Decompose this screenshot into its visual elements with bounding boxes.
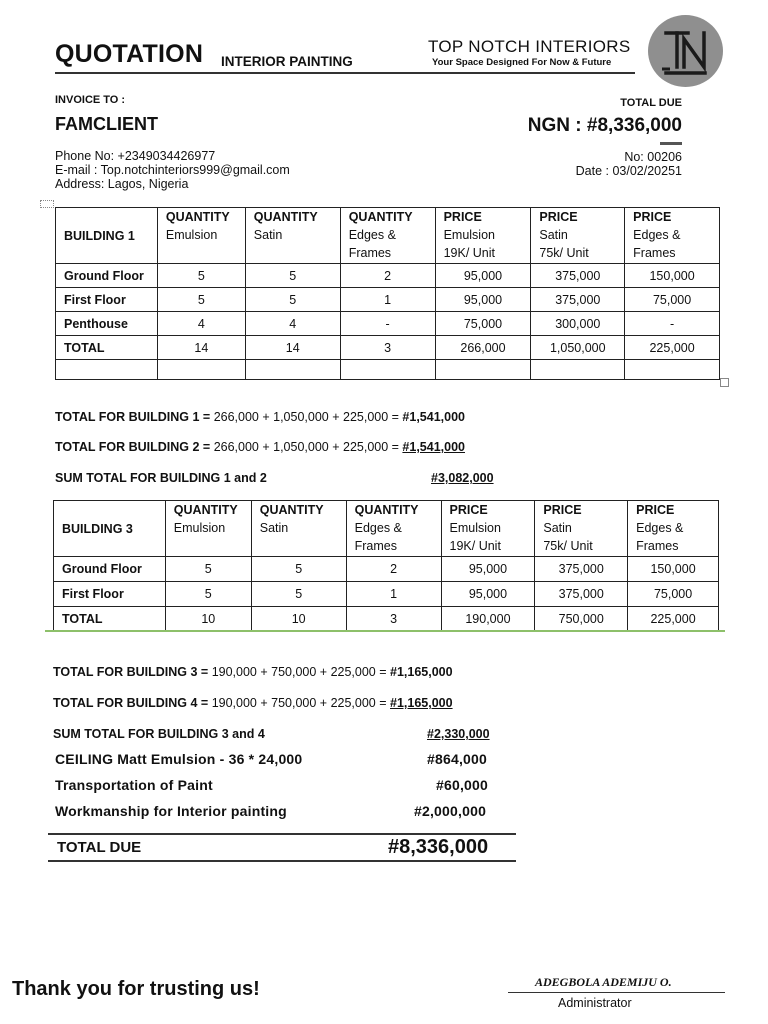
table-cell: 225,000 xyxy=(628,607,719,631)
table-cell xyxy=(157,360,245,380)
table-cell: 10 xyxy=(251,607,346,631)
document-subtitle: INTERIOR PAINTING xyxy=(221,54,353,69)
header-top: QUANTITY xyxy=(348,210,413,224)
table-cell: 375,000 xyxy=(531,288,625,312)
table-cell: 10 xyxy=(165,607,251,631)
table-cell: 2 xyxy=(346,557,441,582)
header-top: PRICE xyxy=(633,210,672,224)
table-header-cell xyxy=(625,208,720,264)
company-logo xyxy=(648,15,723,87)
table-cell: 5 xyxy=(165,582,251,607)
table-cell: 190,000 xyxy=(441,607,535,631)
row-label: First Floor xyxy=(56,288,158,312)
header-bottom: 19K/ Unit xyxy=(443,246,495,260)
table-header-cell xyxy=(251,501,346,557)
table-row xyxy=(56,264,720,288)
table-cell: 5 xyxy=(245,288,340,312)
building-3-table xyxy=(53,500,719,631)
transport-item-label: Transportation of Paint xyxy=(55,777,213,793)
row-label: TOTAL xyxy=(54,607,166,631)
table-cell: 14 xyxy=(245,336,340,360)
table-cell: 1 xyxy=(346,582,441,607)
ceiling-item-label: CEILING Matt Emulsion - 36 * 24,000 xyxy=(55,751,303,767)
row-label: First Floor xyxy=(54,582,166,607)
sum-label: TOTAL FOR BUILDING 4 = xyxy=(53,696,212,710)
total-due-label: TOTAL DUE xyxy=(620,97,682,109)
thank-you-message: Thank you for trusting us! xyxy=(12,978,260,1000)
table-cell xyxy=(435,360,531,380)
sum-label: TOTAL FOR BUILDING 1 = xyxy=(55,410,214,424)
table-cell: 225,000 xyxy=(625,336,720,360)
table-cell: 5 xyxy=(245,264,340,288)
table-header-cell xyxy=(157,208,245,264)
building-1-total xyxy=(55,410,465,424)
table-cell xyxy=(56,360,158,380)
quotation-date: Date : 03/02/20251 xyxy=(575,164,682,178)
signature-line xyxy=(508,992,725,993)
client-name: FAMCLIENT xyxy=(55,114,158,134)
table-cell: 95,000 xyxy=(441,582,535,607)
building-2-total xyxy=(55,440,465,454)
table-header-cell xyxy=(346,501,441,557)
table-cell: 14 xyxy=(157,336,245,360)
header-mid: Emulsion xyxy=(443,228,495,242)
header-mid: Satin xyxy=(539,228,568,242)
table-cell: 300,000 xyxy=(531,312,625,336)
signatory-role: Administrator xyxy=(558,996,632,1010)
header-bottom: Emulsion xyxy=(165,228,218,242)
header-mid: Edges & xyxy=(354,521,402,535)
header-top: PRICE xyxy=(449,503,488,517)
header-top: QUANTITY xyxy=(253,210,318,224)
header-top: PRICE xyxy=(443,210,482,224)
table-cell xyxy=(340,360,435,380)
header-bottom: 75k/ Unit xyxy=(539,246,589,260)
company-name: TOP NOTCH INTERIORS xyxy=(428,37,631,56)
table-cell: - xyxy=(625,312,720,336)
header-bottom: Frames xyxy=(348,246,392,260)
header-top: QUANTITY xyxy=(354,503,419,517)
header-top: PRICE xyxy=(543,503,582,517)
table-cell: 95,000 xyxy=(435,264,531,288)
client-email: E-mail : Top.notchinteriors999@gmail.com xyxy=(55,163,290,177)
table-cell: 75,000 xyxy=(625,288,720,312)
table-cell: 375,000 xyxy=(535,557,628,582)
table-header-row xyxy=(56,208,720,264)
sum-total-1-2-label: SUM TOTAL FOR BUILDING 1 and 2 xyxy=(55,471,267,485)
table-cell: 375,000 xyxy=(535,582,628,607)
table-cell: 75,000 xyxy=(435,312,531,336)
workmanship-item-label: Workmanship for Interior painting xyxy=(55,803,287,819)
transport-item-value: #60,000 xyxy=(436,777,489,793)
tn-monogram-icon xyxy=(648,15,723,87)
quotation-number: No: 00206 xyxy=(624,150,682,164)
sum-label: TOTAL FOR BUILDING 2 = xyxy=(55,440,214,454)
total-due-underline xyxy=(660,142,682,145)
table-cell: 5 xyxy=(157,264,245,288)
header-bottom: Satin xyxy=(253,228,283,242)
table-cell: 266,000 xyxy=(435,336,531,360)
client-phone: Phone No: +2349034426977 xyxy=(55,149,216,163)
table-header-cell xyxy=(441,501,535,557)
table-cell: 3 xyxy=(340,336,435,360)
header-bottom: Frames xyxy=(633,246,676,260)
grand-total-label: TOTAL DUE xyxy=(57,839,142,856)
table-cell: 75,000 xyxy=(628,582,719,607)
table-header-cell xyxy=(531,208,625,264)
ceiling-item-value: #864,000 xyxy=(427,751,487,767)
table-cell: 2 xyxy=(340,264,435,288)
table-cell: 5 xyxy=(165,557,251,582)
signatory-name: ADEGBOLA ADEMIJU O. xyxy=(535,975,672,989)
header-bottom: 75k/ Unit xyxy=(543,539,593,553)
document-title: QUOTATION xyxy=(55,40,204,68)
sum-value: #1,165,000 xyxy=(390,665,453,679)
header-bottom: 19K/ Unit xyxy=(449,539,501,553)
sum-total-1-2-value: #3,082,000 xyxy=(431,471,494,485)
building-label: BUILDING 1 xyxy=(56,208,158,264)
table-resize-handle[interactable] xyxy=(720,378,729,387)
total-due-amount: NGN : #8,336,000 xyxy=(527,115,682,136)
building-3-total xyxy=(53,665,453,679)
table-total-row xyxy=(54,607,719,631)
header-top: QUANTITY xyxy=(173,503,238,517)
table-cell xyxy=(245,360,340,380)
table-cell: 5 xyxy=(157,288,245,312)
sum-total-3-4-label: SUM TOTAL FOR BUILDING 3 and 4 xyxy=(53,727,265,741)
table-row xyxy=(54,557,719,582)
header-mid: Edges & xyxy=(636,521,684,535)
sum-total-3-4-value: #2,330,000 xyxy=(427,727,490,741)
table-cell: 5 xyxy=(251,582,346,607)
table-cell: 4 xyxy=(245,312,340,336)
table-header-row xyxy=(54,501,719,557)
sum-expression: 266,000 + 1,050,000 + 225,000 = xyxy=(213,410,403,424)
header-top: PRICE xyxy=(539,210,578,224)
table-cell: 3 xyxy=(346,607,441,631)
section-divider xyxy=(45,630,725,632)
table-empty-row xyxy=(56,360,720,380)
table-cell: 750,000 xyxy=(535,607,628,631)
table-header-cell xyxy=(165,501,251,557)
sum-value: #1,165,000 xyxy=(390,696,453,710)
header-bottom: Frames xyxy=(636,539,679,553)
invoice-to-label: INVOICE TO : xyxy=(55,94,126,106)
workmanship-item-value: #2,000,000 xyxy=(414,803,487,819)
sum-value: #1,541,000 xyxy=(402,440,465,454)
table-header-cell xyxy=(535,501,628,557)
table-row xyxy=(54,582,719,607)
header-top: QUANTITY xyxy=(259,503,324,517)
table-cell: 150,000 xyxy=(628,557,719,582)
grand-total-bottom-rule xyxy=(48,860,516,862)
row-label: Ground Floor xyxy=(54,557,166,582)
header-mid: Satin xyxy=(543,521,572,535)
header-mid: Edges & xyxy=(348,228,396,242)
table-total-row xyxy=(56,336,720,360)
company-tagline: Your Space Designed For Now & Future xyxy=(432,57,612,68)
table-cell: - xyxy=(340,312,435,336)
header-mid: Emulsion xyxy=(449,521,501,535)
building-label: BUILDING 3 xyxy=(54,501,166,557)
table-cell xyxy=(625,360,720,380)
header-top: PRICE xyxy=(636,503,675,517)
table-cell: 1,050,000 xyxy=(531,336,625,360)
row-label: TOTAL xyxy=(56,336,158,360)
table-header-cell xyxy=(435,208,531,264)
table-header-cell xyxy=(340,208,435,264)
grand-total-top-rule xyxy=(48,833,516,835)
table-cell: 4 xyxy=(157,312,245,336)
sum-expression: 190,000 + 750,000 + 225,000 = xyxy=(211,665,390,679)
table-cell: 95,000 xyxy=(435,288,531,312)
table-cell: 150,000 xyxy=(625,264,720,288)
table-header-cell xyxy=(245,208,340,264)
table-row xyxy=(56,312,720,336)
table-cell xyxy=(531,360,625,380)
header-top: QUANTITY xyxy=(165,210,230,224)
header-mid: Edges & xyxy=(633,228,681,242)
sum-expression: 266,000 + 1,050,000 + 225,000 = xyxy=(213,440,403,454)
anchor-icon xyxy=(40,200,54,208)
table-cell: 375,000 xyxy=(531,264,625,288)
row-label: Ground Floor xyxy=(56,264,158,288)
table-cell: 1 xyxy=(340,288,435,312)
client-address: Address: Lagos, Nigeria xyxy=(55,177,189,191)
building-4-total xyxy=(53,696,453,710)
table-header-cell xyxy=(628,501,719,557)
header-bottom: Satin xyxy=(259,521,289,535)
header-divider xyxy=(55,72,635,74)
sum-label: TOTAL FOR BUILDING 3 = xyxy=(53,665,212,679)
header-bottom: Frames xyxy=(354,539,397,553)
header-bottom: Emulsion xyxy=(173,521,226,535)
row-label: Penthouse xyxy=(56,312,158,336)
sum-value: #1,541,000 xyxy=(402,410,465,424)
grand-total-value: #8,336,000 xyxy=(388,836,489,858)
table-row xyxy=(56,288,720,312)
building-1-table xyxy=(55,207,720,380)
sum-expression: 190,000 + 750,000 + 225,000 = xyxy=(211,696,390,710)
table-cell: 5 xyxy=(251,557,346,582)
table-cell: 95,000 xyxy=(441,557,535,582)
